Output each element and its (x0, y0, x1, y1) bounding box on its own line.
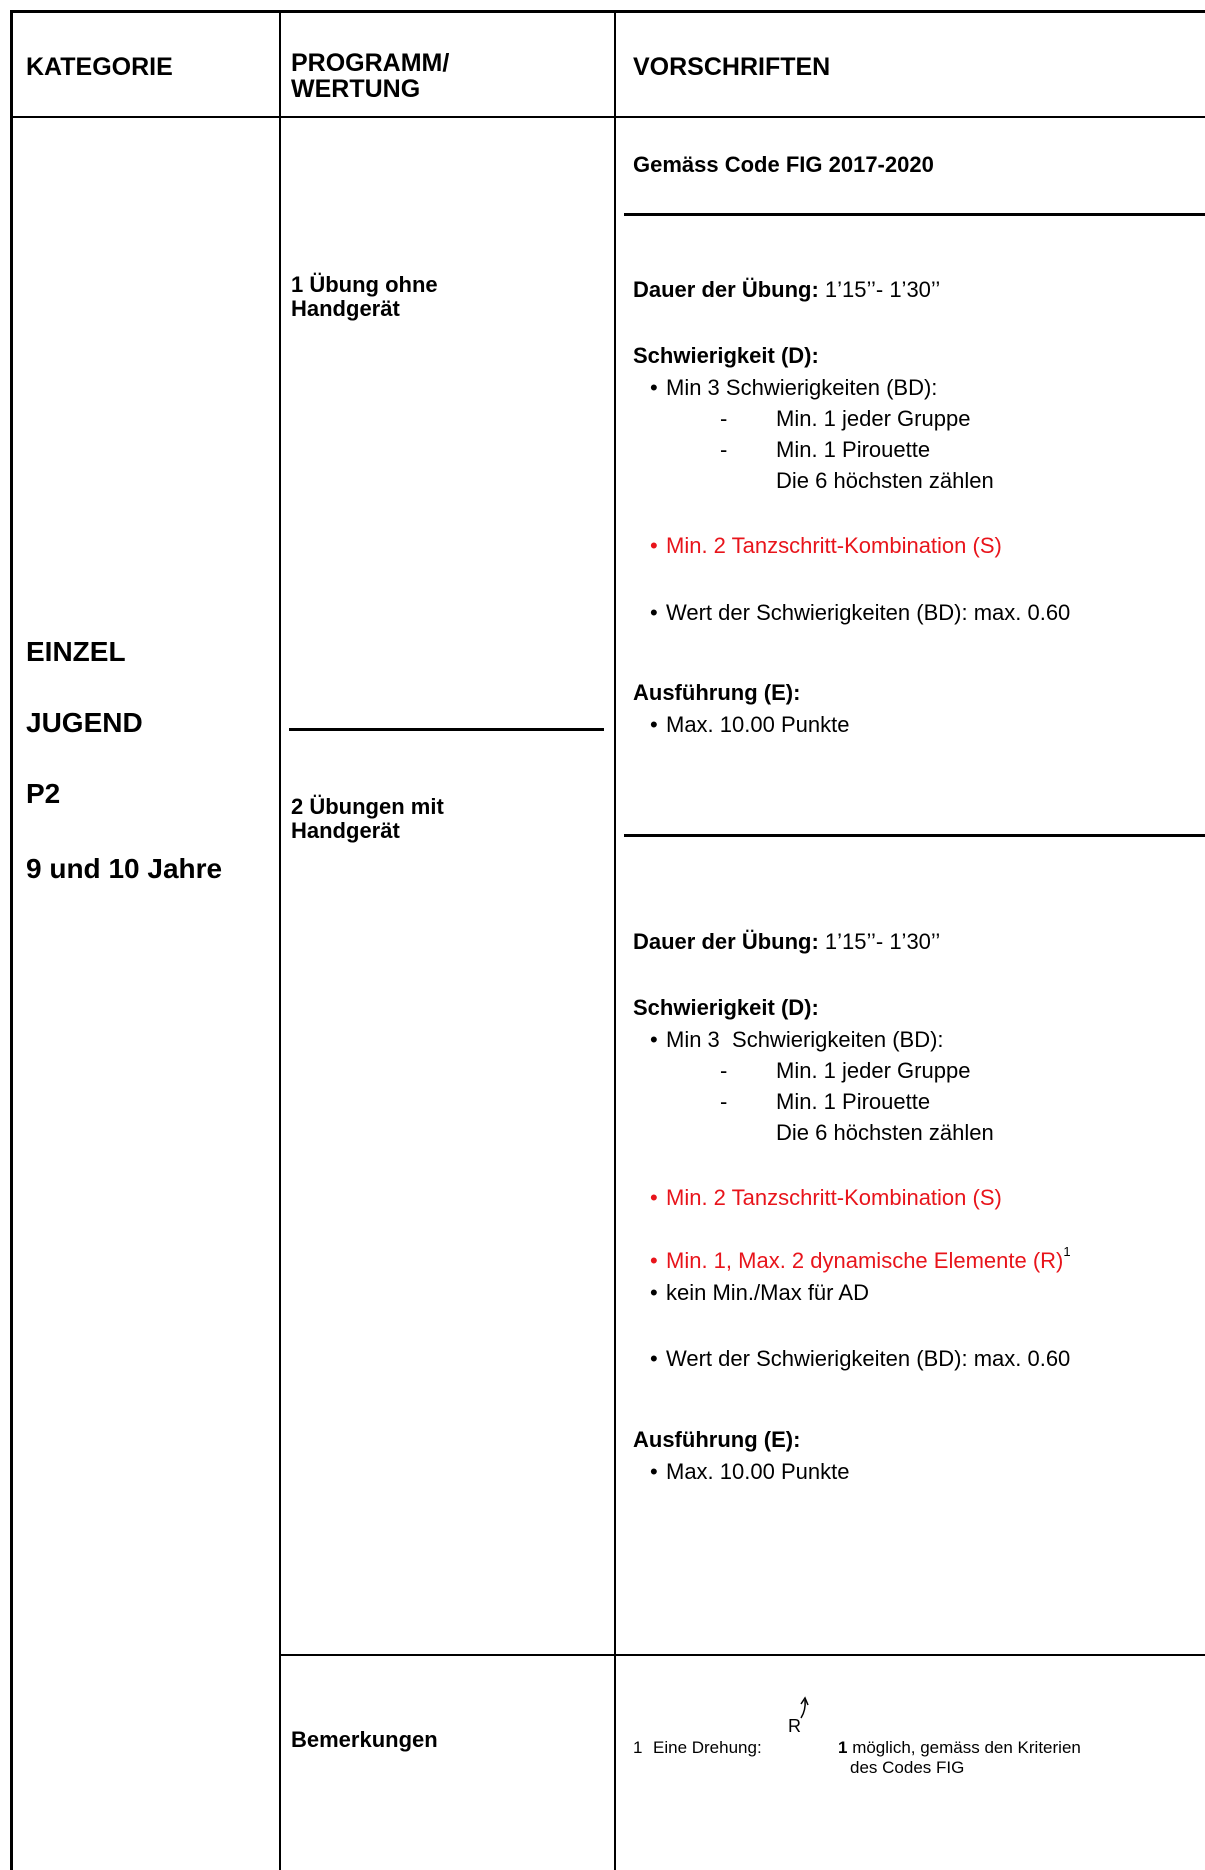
rule-program-split (289, 728, 604, 731)
b1-min-pirouette (720, 437, 930, 463)
b1-dauer-value: 1’15’’- 1’30’’ (818, 277, 941, 302)
rotation-arrow-icon (786, 1696, 822, 1746)
b2-kein-min (650, 1280, 869, 1306)
b1-tanzschritt (650, 533, 1002, 559)
b1-min-pirouette-text: Min. 1 Pirouette (776, 437, 931, 462)
category-einzel: EINZEL (26, 636, 126, 667)
b1-ausfuehrung-label: Ausführung (E): (633, 680, 801, 705)
b2-min-pirouette-text: Min. 1 Pirouette (776, 1089, 931, 1114)
category-age: 9 und 10 Jahre (26, 853, 223, 884)
b2-dynamisch (650, 1244, 1071, 1274)
rotation-symbol-icon (786, 1696, 822, 1746)
b1-dauer (633, 277, 940, 303)
header-programm (291, 50, 449, 102)
program-1-line1: 1 Übung ohne (291, 272, 438, 297)
code-fig-title: Gemäss Code FIG 2017-2020 (633, 152, 934, 177)
bullet-icon: • (650, 375, 658, 400)
b2-min-gruppe-text: Min. 1 jeder Gruppe (776, 1058, 971, 1083)
bullet-icon: • (650, 1185, 658, 1210)
bullet-icon: • (650, 1248, 658, 1273)
bullet-icon: • (650, 1280, 658, 1305)
b2-dynamisch-text: Min. 1, Max. 2 dynamische Elemente (R) (666, 1248, 1064, 1273)
b1-min3 (650, 375, 937, 401)
b2-max-punkte (650, 1459, 849, 1485)
program-remarks: Bemerkungen (291, 1727, 438, 1752)
b2-tanzschritt-text: Min. 2 Tanzschritt-Kombination (S) (666, 1185, 1002, 1210)
rule-rules-split (624, 834, 1205, 837)
program-2-line1: 2 Übungen mit (291, 794, 444, 819)
b2-min-gruppe (720, 1058, 970, 1084)
footnote-marker: 1 (1063, 1244, 1071, 1259)
b2-ausfuehrung-label: Ausführung (E): (633, 1427, 801, 1452)
bullet-icon: • (650, 1459, 658, 1484)
b1-max-punkte (650, 712, 849, 738)
category-jugend: JUGEND (26, 707, 143, 738)
program-2 (291, 795, 444, 843)
rule-remarks-top (279, 1654, 1205, 1656)
dash-icon: - (720, 406, 728, 431)
b1-min3-text: Min 3 Schwierigkeiten (BD): (666, 375, 938, 400)
remark-bold-one: 1 (838, 1738, 848, 1757)
header-bottom-rule (10, 116, 1205, 118)
b2-dauer-label: Dauer der Übung: (633, 929, 819, 954)
rotation-symbol-letter: R (788, 1716, 801, 1736)
b2-min-pirouette (720, 1089, 930, 1115)
table-frame (10, 10, 1205, 1870)
b1-wert-text: Wert der Schwierigkeiten (BD): max. 0.60 (666, 600, 1071, 625)
b2-max-punkte-text: Max. 10.00 Punkte (666, 1459, 850, 1484)
b1-schwierigkeit-label: Schwierigkeit (D): (633, 343, 819, 368)
b2-wert-text: Wert der Schwierigkeiten (BD): max. 0.60 (666, 1346, 1071, 1371)
bullet-icon: • (650, 712, 658, 737)
remark-text-line2: des Codes FIG (850, 1758, 965, 1777)
remark-text (838, 1738, 1081, 1778)
category-p2: P2 (26, 778, 61, 809)
bullet-icon: • (650, 600, 658, 625)
bullet-icon: • (650, 533, 658, 558)
b1-tanzschritt-text: Min. 2 Tanzschritt-Kombination (S) (666, 533, 1002, 558)
b2-hoechsten: Die 6 höchsten zählen (776, 1120, 994, 1145)
column-divider-1 (279, 10, 281, 1870)
bullet-icon: • (650, 1346, 658, 1371)
b2-dauer (633, 929, 940, 955)
b2-wert (650, 1346, 1070, 1372)
header-kategorie: KATEGORIE (26, 53, 173, 81)
b2-schwierigkeit-label: Schwierigkeit (D): (633, 995, 819, 1020)
remark-number: 1 (633, 1738, 643, 1757)
header-programm-line2: WERTUNG (291, 75, 421, 103)
b2-tanzschritt (650, 1185, 1002, 1211)
b2-min3 (650, 1027, 944, 1053)
column-divider-2 (614, 10, 616, 1870)
header-programm-line1: PROGRAMM/ (291, 49, 450, 77)
header-vorschriften: VORSCHRIFTEN (633, 53, 831, 81)
b2-dauer-value: 1’15’’- 1’30’’ (818, 929, 941, 954)
remark-text-line1-rest: möglich, gemäss den Kriterien (847, 1738, 1081, 1757)
b1-wert (650, 600, 1070, 626)
b1-min-gruppe-text: Min. 1 jeder Gruppe (776, 406, 971, 431)
program-1-line2: Handgerät (291, 296, 400, 321)
b1-min-gruppe (720, 406, 970, 432)
b2-kein-min-text: kein Min./Max für AD (666, 1280, 869, 1305)
remark-text-line1 (838, 1738, 1081, 1758)
program-2-line2: Handgerät (291, 818, 400, 843)
bullet-icon: • (650, 1027, 658, 1052)
b1-dauer-label: Dauer der Übung: (633, 277, 819, 302)
dash-icon: - (720, 1089, 728, 1114)
remark-eine-drehung: Eine Drehung: (653, 1738, 762, 1757)
program-1 (291, 273, 438, 321)
rule-code-fig (624, 213, 1205, 216)
b1-max-punkte-text: Max. 10.00 Punkte (666, 712, 850, 737)
dash-icon: - (720, 1058, 728, 1083)
dash-icon: - (720, 437, 728, 462)
b1-hoechsten: Die 6 höchsten zählen (776, 468, 994, 493)
b2-min3-text: Min 3 Schwierigkeiten (BD): (666, 1027, 944, 1052)
